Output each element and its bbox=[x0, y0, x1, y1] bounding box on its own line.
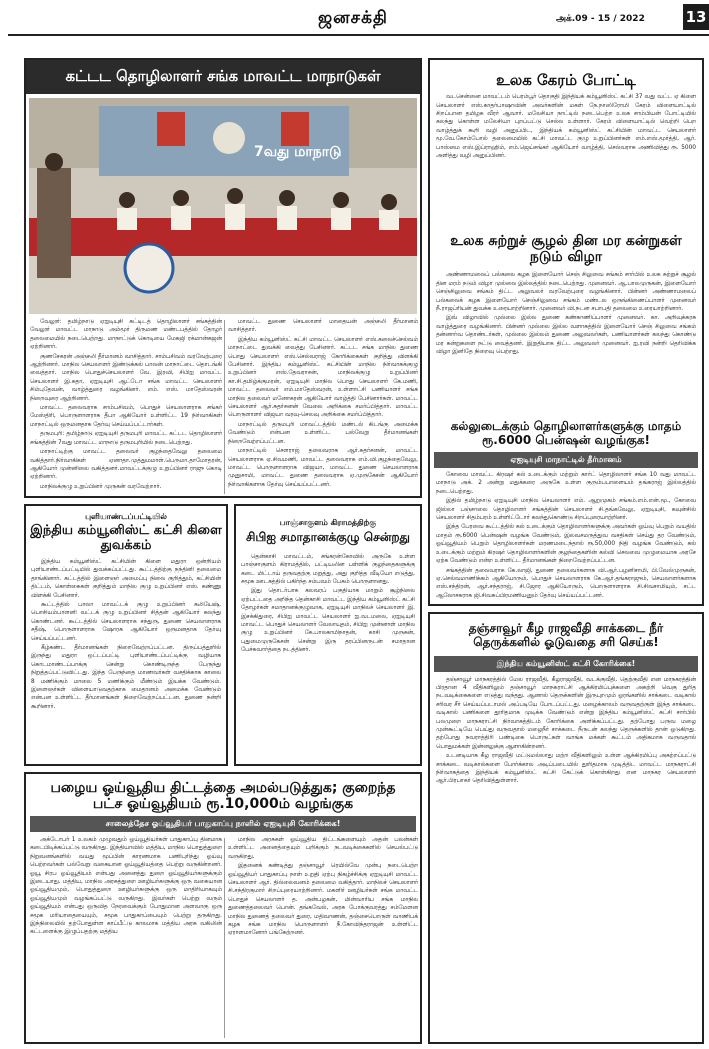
paragraph: தென்காசி மாவட்டம், சங்கரன்கோவில் அருகே உள்ள பாஞ்சாகுளம் கிராமத்தில், பட்டியலின பள்ளிக் குழந்தைகளுக்கு கடை மிட்டாய் தருவதற்கு மறுத்து, அது குறித்த வீடியோ எடுத்து, சமூக ஊடகத்தில் பகிர்ந்த சம்பவம் பேசும் பொருளானது. bbox=[241, 553, 415, 586]
column-divider bbox=[224, 320, 225, 494]
tree-body bbox=[430, 271, 702, 416]
cpi-branch-box bbox=[24, 504, 228, 766]
paragraph: வடசென்னை மாவட்டம் பெரம்பூர் தொகுதி இந்தியக் கம்யூனிஸ்ட் கட்சி 37 வது வட்ட ஏ கிளை செயலாளர் எஸ்.காதர்பாஷாவின் அவர்களின் மகள் நே.நாஸிரோமி கேரம் விளையாட்டில் சிறப்பான தமிழக வீரர் ஆவார். மலேசியா நாட்டில் நடைபெற்ற உலக சாம்பியன் போட்டியில் கலந்து கொள்ள மலேசியா புறப்பட்டு செல்ல உள்ளார். கேரம் விளையாட்டில் வெற்றி பெற வாழ்த்துக் கூறி வழி அனுப்பிட, இந்தியக் கம்யூனிஸ்ட் கட்சியின் மாவட்ட செயலாளர் மூ.வே.கோம்போல் தலைமையில் கட்சி மாவட்ட குழு உறுப்பினர்கள் எம்.எஸ்.மூர்த்தி, ஆர். பாஸ்மை எஸ்.இப்ராஹிம், எம்.ஜெய்சங்கர் ஆகியோர் வாழ்த்தி, செல்வராசு அணிவித்து ரூ. 5000 அளித்து வழி அனுப்பினர். bbox=[436, 94, 696, 160]
old-pension-col-2 bbox=[228, 836, 418, 1042]
paragraph: இந்திய கம்யூனிஸ்ட் கட்சி மாவட்ட செயலாளர் எஸ்.கலைச்செல்வம் மாநாட்டை துவக்கி வைத்து பேசினார். கட்டட சங்க மாநில துணை பொது செயலாளர் எஸ்.செல்வராஜ் கோரிக்கைகள் குறித்து விளக்கி பேசினார். இந்திய கம்யூனிஸ்ட் கட்சியின் மாநில நிர்வாகக்குழு உறுப்பினர் எஸ்.தேவராசன், மாநிலக்குழு உறுப்பினர் கா.சி.தமிழ்க்குமரன், ஏஐடியுசி மாநில பொது செயலாளர் கே.மணி, மாவட்ட தலைவர் எம்.மாதேஸ்வரன், உள்ளாட்சி பணியாளர் சங்க மாநில தலைவர் மனோகரன் ஆகியோர் வாழ்த்தி பேசினார்கள். மாவட்ட செயலாளர் ஆர்.சுதர்சனன் வேலை அறிக்கை சமர்ப்பித்தார். மாவட்ட பொருளாளர் விஜயா வரவு-செலவு அறிக்கை சமர்ப்பித்தார். bbox=[228, 336, 418, 419]
paragraph: அக்டோபர் 1 உலகம் முழுவதும் ஓய்வூதியர்கள் பாதுகாப்பு தினமாக கடைபிடிக்கப்பட்டு வருகிறது. இந்தியாவில் மத்திய, மாநில பொதுத்துறை நிறுவனங்களில் வயது மூப்பின் காரணமாக பணிபுரிந்து ஓய்வு பெற்றவர்கள் பல்வேறு வகையான ஓய்வூதியத்தை பெற்று வருகின்றனர். ஓயூ சிரப ஓய்வூதியம் என்பது அனைத்து துறை ஓய்வூதியர்களுக்கும் இடையாது. மத்திய, மாநில அரசுத்துறை ஊழியர்களுக்கு ஒரு வகையான ஓய்வூதியமும், பொதுத்துறை ஊழியர்களுக்கு ஒரு மாதிரியாகவும் ஓய்வூதியமும் வழங்கப்பட்டு வருகிறது. இவர்கள் பெற்று வரும் ஓய்வூதியம் என்பது ஒருவித நேரவைக்கும் போதுமான அளவாகு ஒரு சமூக மரியாதையையும், சமூக பாதுகாப்பையும் பெற்று தருகிறது. இந்நிலையில் தற்போதுள்ள காப்பீட்டு காலமாக மத்திய அரசு வகிலின் கட்டளைக்கு இழுப்பதற்கு மத்திய bbox=[30, 837, 222, 936]
photo-banner-text: 7வது மாநாடு bbox=[254, 144, 342, 160]
old-pension-col-1 bbox=[30, 836, 222, 1042]
paragraph: கூட்டத்தில் பாலா மாவட்டக் குழு உறுப்பினர் கலியேஷ், பொசியம்பாளனி வட்டக் குழு உறுப்பினர் சித்தன் ஆகியோர் கலந்து கொண்டனர். கூட்டத்தில் செயலாளராக சந்துரு, துணை செயலாளராக சதீஷ், பொருளாளராக ஷோரக ஆகியோர் ஒருமனதாக தேர்வு செய்யப்பட்டனர். bbox=[31, 601, 221, 642]
pension-sub-banner: ஏஐடியுசி மாநாட்டில் தீர்மானம் bbox=[434, 452, 698, 468]
tanjore-sub-banner: இந்திய கம்யூனிஸ்ட் கட்சி கோரிக்கை! bbox=[434, 656, 698, 672]
keram-headline: உலக கேரம் போட்டி bbox=[496, 71, 636, 89]
paragraph: இவ் விழாவில் முல்லை இல்ல துணை கண்காணிப்பாளர் முனைவர். கா. அறிவுக்கரசு வாழ்த்துரை வழங்கினார். பின்னர் முல்லை இல்ல வளாகத்தில் இளையோர் செஞ் சிலுவை சங்கம் தன்னார்வ தொண்டர்கள், முல்லை இல்லம் துணை அலுவலர்கள், பணியாளர்கள் கலந்து கொண்டு மர கன்றுகளை நட்டு வைத்தனர். இறுதியாக திட்ட அலுவலர் முனைவர். ஐ.ரவி நன்றி தெரிவிக்க விழா இனிதே நிறைவு பெற்றது. bbox=[436, 315, 696, 356]
main-story-headline: கட்டட தொழிலாளர் சங்க மாவட்ட மாநாடுகள் bbox=[26, 60, 420, 94]
pension-headline: கல்லுடைக்கும் தொழிலாளர்களுக்கு மாதம் ரூ.6000 பென்ஷன் வழங்குக! bbox=[450, 419, 682, 448]
tree-headline: உலக சுற்றுச் சூழல் தின மர கன்றுகள் நடும் விழா bbox=[450, 233, 682, 266]
paragraph: இதில் தமிழ்நாடு ஏஐடியுசி மாநில செயலாளர் எம். ஆறுமுகம் சங்கம்.எம்.என்.மூ., கோவை ஜில்லா பஞ்சாலை தொழிலாளர் சங்கத்தின் செயலாளர் சி.தங்கவேலு, ஏஐடியுசி, கவுன்சில் செயலாளர் சிதம்பரம் உள்ளிட்டோர் கலந்துகொண்டு சிறப்புரையாற்றினர். bbox=[436, 498, 696, 522]
paragraph: மாவட்ட துணை செயலாளர் மாதையன் அஞ்சலி தீர்மானம் வாசித்தார். bbox=[228, 319, 418, 334]
paragraph: மாநில அரசுகள் ஓய்வூதிய திட்டங்களையும் அதன் பலன்கள் உள்ளிட்ட அனைத்தையும் பறிக்கும் நடவடிக்கைகளில் செயல்பட்டு வருகிறது. bbox=[228, 837, 418, 860]
column-divider bbox=[224, 838, 225, 1038]
cpi-branch-headline: இந்திய கம்யூனிஸ்ட் கட்சி கிளை துவக்கம் bbox=[30, 523, 222, 553]
issue-date: அக்.09 - 15 / 2022 bbox=[556, 14, 645, 24]
paragraph: மாவட்ட தலைவராக சாம்பசிவம், பொதுச் செயலாளராக சங்கர் மேஸ்திரி, பொருளாளராக தீபா ஆகியோர் உள்ளிட்ட 19 நிர்வாகிகள் மாநாட்டில் ஒருமனதாக தேர்வு செய்யப்பட்டார்கள். bbox=[30, 405, 222, 428]
paragraph: கோவை மாவட்ட கிரஷர் கல் உடைக்கும் மற்றும் கார்ட் தொழிலாளர் சங்க 10 வது மாவட்ட மாநாடு அக். 2 அன்று மதுக்கரை அருகே உள்ள குரும்பபாளையம் தங்கராஜ் இல்லத்தில் நடைபெற்றது. bbox=[436, 472, 696, 495]
page-number: 13 bbox=[683, 4, 709, 30]
tanjore-body bbox=[430, 672, 702, 1032]
main-story-photo bbox=[29, 98, 417, 314]
main-story-col-1 bbox=[30, 318, 222, 496]
cpi-branch-body bbox=[26, 558, 226, 766]
old-pension-headline: பழைய ஓய்வூதிய திட்டத்தை அமல்படுத்துக; குறைந்த பட்ச ஓய்வூதியம் ரூ.10,000ம் வழங்குக bbox=[50, 780, 396, 813]
tanjore-story-box bbox=[428, 612, 704, 1044]
peace-body bbox=[236, 553, 420, 755]
paragraph: தருமபுரி: தமிழ்நாடு ஏஐடியுசி தருமபுரி மாவட்ட கட்டட தொழிலாளர் சங்கத்தின் 7வது மாவட்ட மாநாடு தருமபுரியில் நடைபெற்றது. bbox=[30, 431, 222, 446]
old-pension-box bbox=[24, 772, 422, 1044]
peace-kicker: பாஞ்சாகுளம் கிராமத்திற்கு bbox=[279, 518, 377, 527]
paragraph: அண்ணாமலைப் பல்கலை கழக இளையோர் செஞ் சிலுவை சங்கம் சார்பில் உலக சுற்றுச் சூழல் தின மரம் நடும் விழா முல்லை இல்லத்தில் நடைபெற்றது. முனைவர். ஆ.பாலமுருகன், இளையோர் செஞ்சிலுவை சங்கம் திட்ட அலுவலர் வரவேற்புரை வழங்கினார். பின்னர் அண்ணாமலைப் பல்கலைக் கழக இளையோர் செஞ்சிலுவை சங்கம் மண்டல ஒருங்கிணைப்பாளர் முனைவர் நீ.ராஜப்ரியன் துவக்க உரையாற்றினார். முனைவர் வி.நடன சபாபதி தலைமை உரையாற்றினார். bbox=[436, 272, 696, 313]
masthead: ஜனசக்தி bbox=[318, 8, 388, 28]
paragraph: தஞ்சாவூர் மாநகரத்தில் மேல ராஜவீதி, கீழராஜவீதி, வடக்குவீதி, தெற்குவீதி என மாநகரத்தின் பிரதான 4 வீதிகளிலும் தஞ்சாவூர் மாநகராட்சி ஆக்கிரமிப்புக்களை அகற்றி வெகு துரித நடவடிக்கைகளை எடுத்து வந்தது. ஆனால் தெருக்களின் இருபுறமும் ஓரங்களில் சாக்கடை வடிகால் சரிவர சீர் செய்யப்படாமல் அப்படியே போடப்பட்டது. மழைக்காலம் வருவதற்குள் இந்த சாக்கடை வடிகால் பணிகளை தூரிதமாக முடிக்க வேண்டும் என்று இந்திய கம்யூனிஸ்ட் கட்சி சார்பில் பலமுறை மாநகராட்சி நிர்வாகத்திடம் கோரிக்கை அளிக்கப்பட்டது. தற்போது பருவ மழை முன்கூட்டியே பெய்து வருவதால் மழைநீர் சாக்கடை நீருடன் கலந்து தெருக்களில் தான் ஓடுகிறது. தற்போது நவராத்திரி பண்டிகை பொருட்கள் வாங்க மக்கள் கூட்டம் அதிகமாக வருவதால் பொதுமக்கள் இன்னலுக்கு ஆளாகின்றனர். bbox=[436, 676, 696, 750]
pension-body bbox=[430, 468, 702, 606]
paragraph: வேலூர்: தமிழ்நாடு ஏஐடியுசி கட்டிடத் தொழிலாளர் சங்கத்தின் வேலூர் மாவட்ட மாநாடு அம்மூர் திருமண மண்டபத்தில் தோழர் தலைமையில் நடைபெற்றது. மாநாட்டுக் கொடியை மேகஜி ரக்மான்கஜன் ஏற்றினார். bbox=[30, 319, 222, 351]
old-pension-sub-banner: சாலைத்தேச ஓய்வூதியர் பாதுகாப்பு நாளில் ஏஐடியுசி கோரிக்கை! bbox=[30, 816, 416, 832]
paragraph: இந்திய கம்யூனிஸ்ட் கட்சியின் கிளை மதுரா ஒன்றியம் புளியாண்டப்பட்டியில் துவக்கப்பட்டது. கூட்டத்திற்கு நந்தினி தலைமை தாங்கினார். கட்டத்தில் இளைஞர் அமைப்பு நிலை குறித்தும், கட்சியின் திட்டம், கொள்கைகள் குறித்தும் மாநில குழு உறுப்பினர் எஸ். கண்ணு விளக்கி பேசினார். bbox=[31, 558, 221, 599]
paragraph: மாநாட்டிற்கு மாவட்ட தலைவர் குழந்தைவேலு தலைமை வகித்தார்.நிர்வாகிகள் ஏனாதா.முத்துமமாள்.பெருமா.தாமோதரன், ஆகியோர் முன்னிலை வகித்தனர்.மாவட்டக்குழு உறுப்பினர் ராஜு கொடி ஏற்றினார். bbox=[30, 449, 222, 481]
paragraph: இந்த பேரவை கூட்டத்தில் கல் உடைக்கும் தொழிலாளர்களுக்கு அவர்கள் ஓய்வு பெறும் வயதில் மாதம் ரூ.6000 பென்ஷன் வழங்க வேண்டும், இலவசமருத்துவ வசதிகள் செய்து தர வேண்டும், ஓய்வூதியம் பெறும் தொழிலாளர்கள் மரணமடைந்தால் ரூ.50,000 நிதி வழங்க வேண்டும், கல் உடைக்கும் மற்றும் கிரஷர் தொழிலாளர்களின் குழந்தைகளின் கல்வி செலவை முழுமையாக அரசே ஏற்க வேண்டும் என்ற உள்ளிட்ட தீர்மானங்கள் நிறைவேற்றப்பட்டன. bbox=[436, 524, 696, 565]
main-story-col-2 bbox=[228, 318, 418, 496]
paragraph: சங்கத்தின் தலைவராக கே.லாஜி, துணை தலைவர்களாக வி.ஆர்.பழனிசாமி, பி.வேல்முருகன், ஏ.செல்வமாணிக்கம் ஆகியோரும், பொதுச் செயலாளராக கே.ஆர்.தங்கராஜும், செயலாளர்களாக எஸ்.சந்திரன், ஆர்.சந்தராஜ், சி.ஜோர ஆகியோரும், பொருளாளராக சி.சிவசாமியும், சட்ட ஆலோசகராக ஜி.சிவசுப்பிரமணியனும் தேர்வு செய்யப்பட்டனர். bbox=[436, 567, 696, 599]
paragraph: இதனைக் கண்டித்து தஞ்சாவூர் ரெயில்வே முன்பு நடைபெற்ற ஓய்வூதியர் பாதுகாப்பு நாள் உறுதி ஏற்பு நிகழ்ச்சிக்கு ஏஐடியுசி மாவட்ட செயலாளர் ஆர். தில்லைவனம் தலைமை வகித்தார். மாநிலச் செயலாளர் சி.சந்திரகுமார் சிறப்புரையாற்றினார். மகளிர் ஊழியர்கள் சங்க மாவட்ட பொதுச் செயலாளர் த. அன்பழகன், மின்வாரிய சங்க மாநில துணைத்தலைவர் பொன். தங்கவேல், அரசு போக்குவரத்து சம்மேளன மாநில துணைத் தலைவர் துரை, மதிவாணன், தஞ்சைபொருள் வாணிபக் கழக சங்க மாநில பொருளாளர் நீ.கோவிந்தராஜன் உள்ளிட்ட ஏராளமானோர் பங்கேற்றனர். bbox=[228, 863, 418, 937]
paragraph: கீழ்கண்ட தீர்மானங்கள் நிறைவேற்றப்பட்டன. திருப்பத்தூரில் இருந்து மதுரா ஒட்டப்பட்டி புளியாண்டப்பட்டிக்கு வழியாக கொடமாண்டப்பாக்கு சென்று கொண்டிருந்த பேருந்து நிறுத்தப்பட்டுவிட்டது. இந்த பேருந்தை மாணவர்கள் வசதிக்காக காலை 8 மணிக்கும் மாலை 5 மணிக்கும் மீண்டும் இயக்க வேண்டும். இளைஞர்கள் விளையாடுவதற்காக மைதானம் அமைக்க வேண்டும் என்பன உள்ளிட்ட தீர்மானங்கள் நிறைவேற்றப்பட்டன. துணை நன்றி கூறினார். bbox=[31, 644, 221, 710]
paragraph: உடனடியாக கீழ ராஜவீதி மட்டுமல்லாது மற்ற வீதிகளிலும் உள்ள ஆக்கிரமிப்பு அகற்றப்பட்டு சாக்கடை வடிகால்களை போர்க்கால அடிப்படையில் தூரிதமாக முடித்திட மாவட்ட மாநகராட்சி நிர்வாகத்தை இந்தியக் கம்யூனிஸ்ட் கட்சி கேட்டுக் கொள்கிறது என மாநகர செயலாளர் ஆர்.பிரபாகர் தெரிவித்துள்ளார். bbox=[436, 753, 696, 785]
main-story-box bbox=[24, 58, 422, 498]
paragraph: இது தொடர்பாக கலவரப் பகுதியாக மாறும் சூழ்நிலை ஏற்பட்டதை அறிந்த தென்காசி மாவட்ட இந்திய கம்யூனிஸ்ட் கட்சி தோழர்கள் சமாதானக்குழுவாக, ஏஐடியுசி மாநிலச் செயலாளர் இ. இசக்கிதுரை, சிபிஐ மாவட்ட செயலாளர் ஐ.வடமலை, ஏஐடியுசி மாவட்ட பொதுச் செயலாளர் வேலாயுதம், சிபிஐ முன்னாள் மாநில குழு உறுப்பினர் கே.பாலகாமிநாதன், காசி முருகன், புதுமைமுருகேசன் சென்று இரு தரப்பினருடன் சமாதான பேச்சுவார்த்தை நடத்தினர். bbox=[241, 588, 415, 654]
page-header bbox=[8, 4, 709, 42]
paragraph: மாநிலக்குழு உறுப்பினர் முருகன் வரவேற்றார். bbox=[40, 483, 162, 490]
tanjore-headline: தஞ்சாவூர் கீழ ராஜவீதி சாக்கடை நீர் தெருக்களில் ஓடுவதை சரி செய்க! bbox=[468, 621, 664, 649]
paragraph: மாநாட்டில் தருமபுரி மாவட்டத்தில் மண்டல் கிடங்கு அமைக்க வேண்டும் என்பன உள்ளிட்ட பல்வேறு தீர்மானங்கள் நிறைவேற்றப்பட்டன. bbox=[228, 421, 418, 445]
paragraph: குணசேகரன் அஞ்சலி தீர்மானம் வாசித்தார். சாம்பசிவம் வரவேற்புரை ஆற்றினார். மாநில செயலாளர் இண்டுக்கல் பாலன் மாநாட்டை தொடங்கி வைத்தார். மாநில பொதுச்செயலாளர் வே. இரவி, சிபிஐ மாவட்ட செயலாளர் இ.கதா, ஏஐடியுசி ஆட்டோ சங்க மாவட்ட செயலாளர் சிம்புதேவன், வாழ்த்துரை வழங்கினர். எம். எஸ். மாதேஸ்வரன் நிறைவுரை ஆற்றினார். bbox=[30, 353, 222, 402]
peace-headline: சிபிஐ சமாதானக்குழு சென்றது bbox=[246, 530, 410, 544]
paragraph: மாநாட்டில் செளராஜ் தலைவராக ஆர்.சுதர்சனன், மாவட்ட செயலாளராக ஏ.சிவமணி, மாவட்ட தலைவராக எம்.வி.குழந்தைவேலு, மாவட்ட பொருளாளராக விஜயா, மாவட்ட துணை செயலாளராக முனுசாமி, மாவட்ட துணை தலைவராக ஏ.முருகேசன் ஆகியோர் நிர்வாகிகளாக தேர்வு செய்யப்பட்டனர். bbox=[228, 448, 418, 488]
peace-committee-box bbox=[234, 504, 422, 766]
keram-story-box bbox=[428, 58, 704, 606]
keram-body bbox=[430, 93, 702, 229]
cpi-branch-kicker: புளியாண்டப்பட்டியில் bbox=[85, 512, 167, 521]
header-rule bbox=[8, 34, 709, 36]
conference-stage-image bbox=[29, 98, 417, 314]
